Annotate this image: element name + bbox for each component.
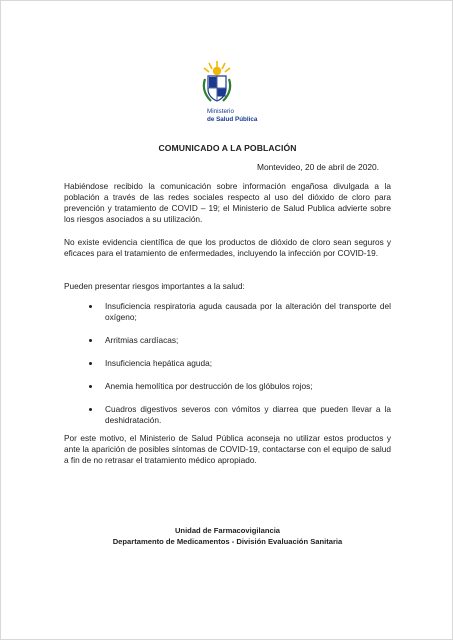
document-date: Montevideo, 20 de abril de 2020. (257, 162, 379, 172)
list-item (105, 404, 391, 426)
paragraph-recommendation: Por este motivo, el Ministerio de Salud Pública aconseja no utilizar estos productos y ante la aparición de posibles síntomas de COVID-19, contactarse con el equipo de salud a fin de no retrasar el tratamiento médico apropiado. (64, 433, 391, 465)
risk-text: Insuficiencia hepática aguda; (105, 358, 213, 368)
bullet-icon (89, 339, 92, 342)
bullet-icon (89, 385, 92, 388)
risk-text: Insuficiencia respiratoria aguda causada por la alteración del transporte del oxígeno; (105, 301, 391, 322)
list-item (105, 381, 391, 392)
list-item (105, 358, 391, 369)
list-item (105, 301, 391, 323)
bullet-icon (89, 305, 92, 308)
risk-text: Anemia hemolítica por destrucción de los glóbulos rojos; (105, 381, 313, 391)
risk-text: Arritmias cardíacas; (105, 335, 179, 345)
signature-unit: Unidad de Farmacovigilancia (174, 526, 281, 535)
ministry-line2: de Salud Pública (207, 115, 258, 123)
document-title: COMUNICADO A LA POBLACIÓN (158, 143, 297, 153)
paragraph-risks-heading: Pueden presentar riesgos importantes a la salud: (64, 281, 245, 291)
bullet-icon (89, 362, 92, 365)
bullet-icon (89, 408, 92, 411)
paragraph-evidence: No existe evidencia científica de que los productos de dióxido de cloro sean seguros y eficaces para el tratamiento de enfermedades, incluyendo la infección por COVID-19. (64, 237, 391, 258)
ministry-name (207, 108, 267, 123)
coat-of-arms-icon (197, 59, 257, 139)
paragraph-intro: Habiéndose recibido la comunicación sobre información engañosa divulgada a la población a través de las redes sociales respecto al uso del dióxido de cloro para prevención y tratamiento de COVID – 19; el Ministerio de Salud Publica advierte sobre los riesgos asociados a su utilización. (64, 181, 391, 224)
ministry-line1: Ministerio (207, 108, 234, 115)
risks-list (105, 301, 391, 426)
signature-block (1, 526, 453, 547)
risk-text: Cuadros digestivos severos con vómitos y diarrea que pueden llevar a la deshidratación. (105, 404, 391, 425)
signature-department: Departamento de Medicamentos - División Evaluación Sanitaria (112, 536, 343, 546)
list-item (105, 335, 391, 346)
